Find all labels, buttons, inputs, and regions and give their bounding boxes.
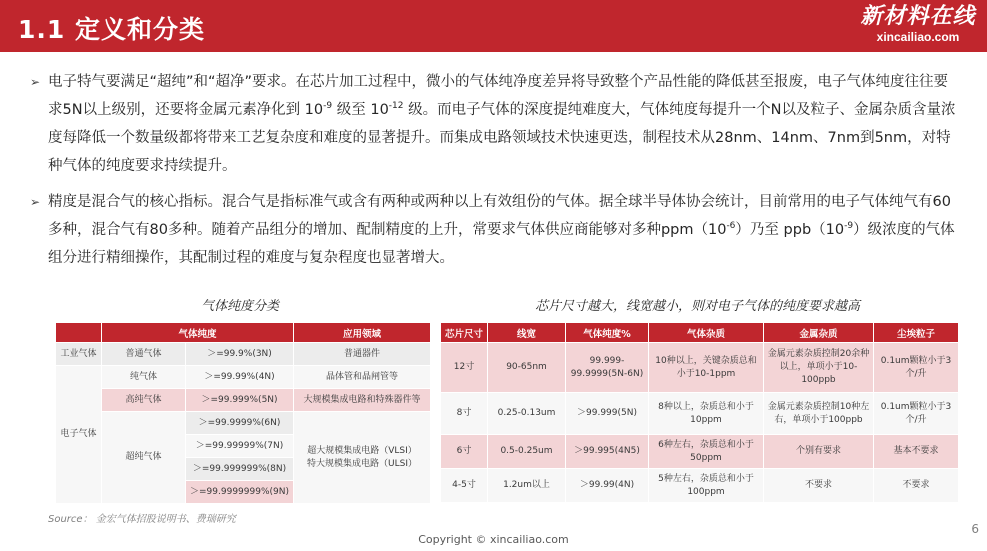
table-cell: 0.5-0.25um bbox=[488, 435, 566, 469]
table-row bbox=[56, 389, 431, 412]
table-cell: ＞99.99(4N) bbox=[566, 469, 649, 503]
header-cell: 气体纯度% bbox=[566, 323, 649, 343]
table-cell: ＞99.995(4N5) bbox=[566, 435, 649, 469]
table-cell: 超纯气体 bbox=[102, 412, 186, 504]
table-cell: 6寸 bbox=[441, 435, 488, 469]
header-cell: 尘埃粒子 bbox=[874, 323, 959, 343]
table-cell: ＞=99.99%(4N) bbox=[186, 366, 294, 389]
page-title: 1.1 定义和分类 bbox=[18, 15, 205, 44]
body-text bbox=[30, 68, 960, 272]
table-cell: ＞=99.99999%(7N) bbox=[186, 435, 294, 458]
table-cell: 个别有要求 bbox=[764, 435, 874, 469]
table-cell: 0.25-0.13um bbox=[488, 393, 566, 435]
header-cell: 线宽 bbox=[488, 323, 566, 343]
table-cell: 1.2um以上 bbox=[488, 469, 566, 503]
table-cell: 电子气体 bbox=[56, 366, 102, 504]
title-bar bbox=[0, 0, 987, 52]
source-note: Source： 金宏气体招股说明书、费瑞研究 bbox=[48, 514, 236, 525]
table-cell: 纯气体 bbox=[102, 366, 186, 389]
copyright-footer: Copyright © xincailiao.com bbox=[418, 533, 569, 546]
table-cell: 6种左右，杂质总和小于50ppm bbox=[649, 435, 764, 469]
header-cell: 气体纯度 bbox=[102, 323, 294, 343]
table-cell: 12寸 bbox=[441, 343, 488, 393]
table-cell: 4-5寸 bbox=[441, 469, 488, 503]
table-cell: 8寸 bbox=[441, 393, 488, 435]
table-cell: 高纯气体 bbox=[102, 389, 186, 412]
table-cell: ＞=99.9999999%(9N) bbox=[186, 481, 294, 504]
table-cell: 8种以上，杂质总和小于10ppm bbox=[649, 393, 764, 435]
table-cell: 普通气体 bbox=[102, 343, 186, 366]
table-cell: 基本不要求 bbox=[874, 435, 959, 469]
page-number: 6 bbox=[971, 522, 979, 536]
table-cell: ＞=99.999%(5N) bbox=[186, 389, 294, 412]
logo-text-cn: 新材料在线 bbox=[860, 4, 976, 29]
table-cell: 超大规模集成电路（VLSI） 特大规模集成电路（ULSI） bbox=[294, 412, 431, 504]
bullet-paragraph-2: ➢ 精度是混合气的核心指标。混合气是指标准气或含有两种或两种以上有效组份的气体。据全球半导体协会统计，目前常用的电子气体纯气有60多种，混合气有80多种。随着产品组分的增加、配制精度的上升，常要求气体供应商能够对多种$ppm(10^{-6})$乃至 $ppb(10^{-9})$级浓度的气体组分进行精细操作，其配制过程的难度与复杂程度也显著增大。 bbox=[30, 188, 960, 272]
table-row bbox=[56, 412, 431, 435]
table-cell: 5种左右，杂质总和小于100ppm bbox=[649, 469, 764, 503]
table-cell: ＞99.999(5N) bbox=[566, 393, 649, 435]
table-cell: 90-65nm bbox=[488, 343, 566, 393]
table-cell: ＞=99.999999%(8N) bbox=[186, 458, 294, 481]
table-cell: 10种以上，关键杂质总和小于10-1ppm bbox=[649, 343, 764, 393]
table-cell: 0.1um颗粒小于3个/升 bbox=[874, 343, 959, 393]
table1-caption: 气体纯度分类 bbox=[200, 299, 279, 314]
header-cell: 芯片尺寸 bbox=[441, 323, 488, 343]
table-cell: ＞=99.9%(3N) bbox=[186, 343, 294, 366]
table-row bbox=[441, 435, 959, 469]
header-cell bbox=[56, 323, 102, 343]
table-cell: 不要求 bbox=[874, 469, 959, 503]
header-cell: 金属杂质 bbox=[764, 323, 874, 343]
table-cell: 金属元素杂质控制20余种以上，单项小于10-100ppb bbox=[764, 343, 874, 393]
table-cell: 金属元素杂质控制10种左右，单项小于100ppb bbox=[764, 393, 874, 435]
table-row bbox=[441, 393, 959, 435]
table-cell: 晶体管和晶闸管等 bbox=[294, 366, 431, 389]
table-cell: 大规模集成电路和特殊器件等 bbox=[294, 389, 431, 412]
table-row bbox=[441, 469, 959, 503]
table-cell: 0.1um颗粒小于3个/升 bbox=[874, 393, 959, 435]
bullet-paragraph-1: ➢ 电子特气要满足“超纯”和“超净”要求。在芯片加工过程中，微小的气体纯净度差异将导致整个产品性能的降低甚至报废，电子气体纯度往往要求5N以上级别，还要将金属元素净化到 $10^{-9}$ 级至 $10^{-12}$ 级。而电子气体的深度提纯难度大，气体纯度每提升一个N以及粒子、金属杂质含量浓度每降低一个数量级都将带来工艺复杂度和难度的显著提升。而集成电路领域技术快速更迭，制程技术从28nm、14nm、7nm到5nm，对特种气体的纯度要求持续提升。 bbox=[30, 68, 960, 180]
arrow-bullet-icon: ➢ bbox=[30, 195, 41, 209]
table-cell: 不要求 bbox=[764, 469, 874, 503]
table-cell: 工业气体 bbox=[56, 343, 102, 366]
table-cell: 普通器件 bbox=[294, 343, 431, 366]
header-cell: 应用领域 bbox=[294, 323, 431, 343]
table-row bbox=[56, 343, 431, 366]
table-header-row bbox=[56, 323, 431, 343]
table-cell: 99.999-99.9999(5N-6N) bbox=[566, 343, 649, 393]
table-header-row bbox=[441, 323, 959, 343]
table-row bbox=[56, 366, 431, 389]
gas-purity-table bbox=[55, 322, 431, 504]
arrow-bullet-icon: ➢ bbox=[30, 75, 41, 89]
brand-logo bbox=[859, 4, 977, 44]
table-row bbox=[441, 343, 959, 393]
table2-caption: 芯片尺寸越大，线宽越小，则对电子气体的纯度要求越高 bbox=[534, 299, 860, 314]
logo-text-en: xincailiao.com bbox=[876, 30, 960, 44]
table-cell: ＞=99.9999%(6N) bbox=[186, 412, 294, 435]
header-cell: 气体杂质 bbox=[649, 323, 764, 343]
chip-size-purity-table bbox=[440, 322, 959, 503]
